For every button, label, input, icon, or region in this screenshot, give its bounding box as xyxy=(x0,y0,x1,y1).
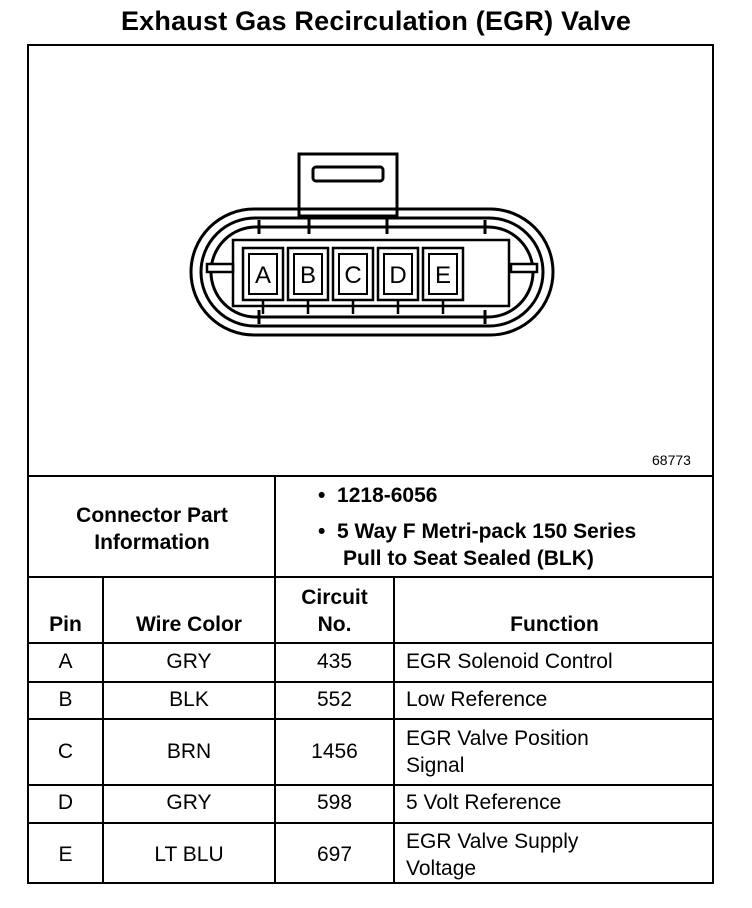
function-cell xyxy=(406,725,589,779)
divider xyxy=(27,784,714,786)
wire-color-cell: BLK xyxy=(169,688,209,711)
pin-cavity-b xyxy=(288,248,328,314)
function-cell xyxy=(406,828,578,882)
function-cell: EGR Solenoid Control xyxy=(406,650,613,673)
pin-label: C xyxy=(344,262,362,289)
divider xyxy=(27,681,714,683)
header-pin: Pin xyxy=(49,613,82,636)
divider xyxy=(27,475,714,477)
header-wire-color: Wire Color xyxy=(136,613,242,636)
pin-cavity-c xyxy=(333,248,373,314)
header-function: Function xyxy=(510,613,599,636)
divider xyxy=(27,642,714,644)
divider xyxy=(27,718,714,720)
bullet-icon: • xyxy=(318,520,326,543)
function-line: EGR Valve Supply xyxy=(406,830,579,853)
pin-cavity-a xyxy=(243,248,283,314)
connector-info-label-line: Connector Part xyxy=(76,504,228,527)
pin-cell: E xyxy=(58,843,73,866)
pin-cell: C xyxy=(57,740,74,763)
function-line: Voltage xyxy=(406,857,477,880)
pin-cell: B xyxy=(58,688,73,711)
circuit-cell: 552 xyxy=(316,688,353,711)
pin-label: B xyxy=(299,262,317,289)
pin-label: D xyxy=(389,262,407,289)
header-circuit xyxy=(276,584,393,638)
circuit-cell: 435 xyxy=(316,650,353,673)
wire-color-cell: LT BLU xyxy=(154,843,224,866)
pin-label: A xyxy=(254,262,272,289)
pin-cavity-e xyxy=(423,248,463,314)
circuit-cell: 697 xyxy=(316,843,353,866)
locking-tab xyxy=(299,154,397,216)
header-circuit-line: Circuit xyxy=(301,586,368,609)
divider xyxy=(27,822,714,824)
locking-tab-slot xyxy=(313,167,383,181)
function-cell: Low Reference xyxy=(406,688,548,711)
part-number: 1218-6056 xyxy=(337,484,438,507)
wire-color-cell: GRY xyxy=(166,791,212,814)
connector-info-label xyxy=(29,502,275,556)
function-line: EGR Valve Position xyxy=(406,727,589,750)
pin-cell: D xyxy=(57,791,74,814)
page-title: Exhaust Gas Recirculation (EGR) Valve xyxy=(120,6,632,36)
bullet-icon: • xyxy=(318,484,326,507)
pin-cavity-d xyxy=(378,248,418,314)
wire-color-cell: GRY xyxy=(166,650,212,673)
pin-label: E xyxy=(434,262,452,289)
connector-description-continuation xyxy=(343,545,594,572)
divider xyxy=(27,576,714,578)
figure-id: 68773 xyxy=(652,452,691,468)
pin-cell: A xyxy=(58,650,73,673)
connector-description-line: 5 Way F Metri-pack 150 Series xyxy=(337,520,637,543)
circuit-cell: 598 xyxy=(316,791,353,814)
connector-description-bullet xyxy=(318,518,636,545)
connector-face-illustration xyxy=(27,44,714,476)
circuit-cell: 1456 xyxy=(311,740,358,763)
function-cell: 5 Volt Reference xyxy=(406,791,562,814)
connector-description-line: Pull to Seat Sealed (BLK) xyxy=(343,547,594,570)
header-circuit-line: No. xyxy=(317,613,352,636)
wire-color-cell: BRN xyxy=(166,740,212,763)
connector-info-label-line: Information xyxy=(94,531,210,554)
part-number-bullet xyxy=(318,482,437,509)
function-line: Signal xyxy=(406,754,465,777)
